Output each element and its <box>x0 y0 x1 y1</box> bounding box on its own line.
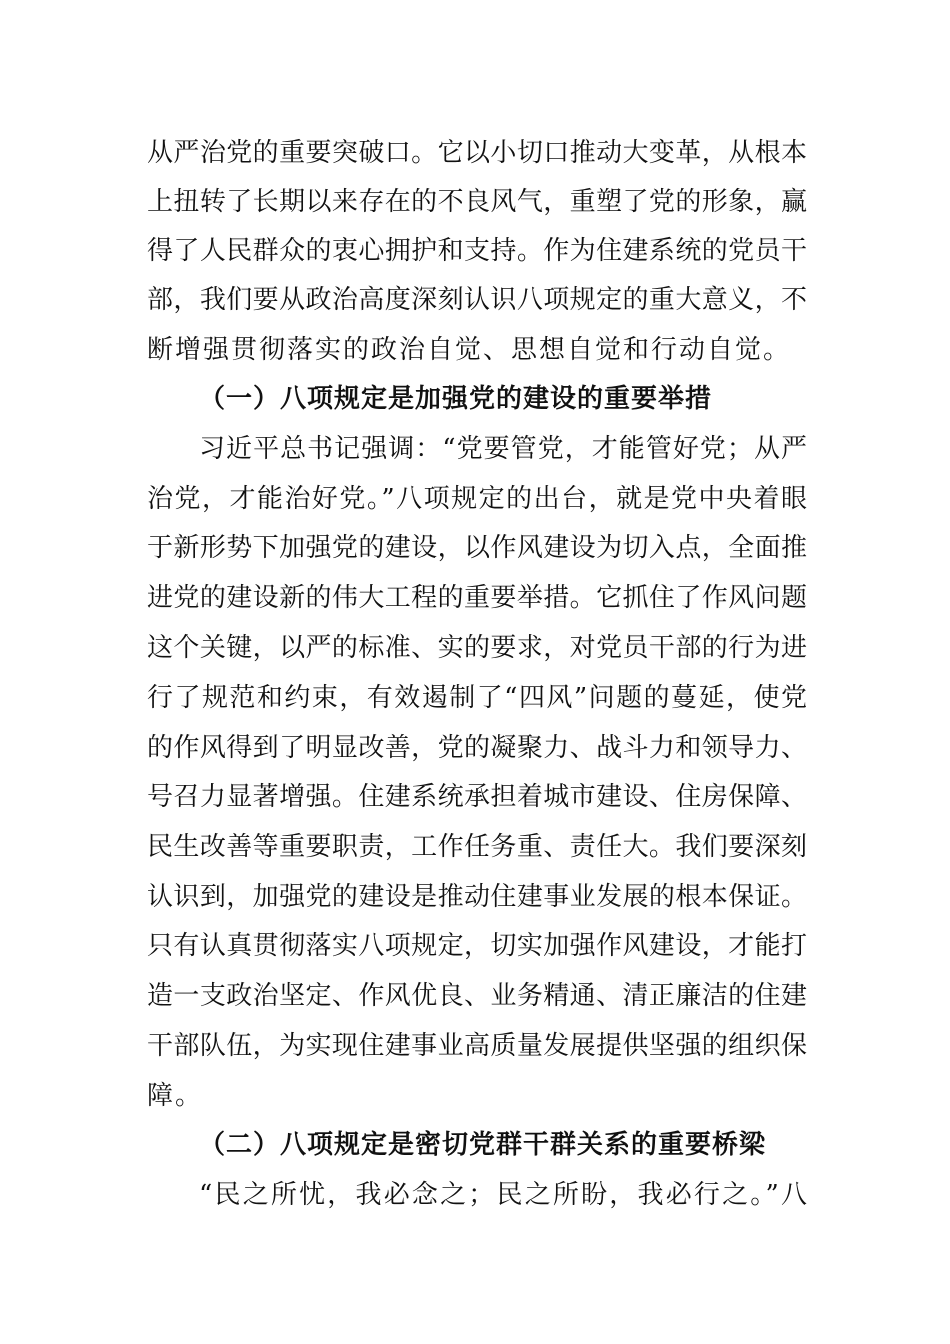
text-line: 部，我们要从政治高度深刻认识八项规定的重大意义，不 <box>147 285 807 315</box>
text-line: 这个关键，以严的标准、实的要求，对党员干部的行为进 <box>147 633 807 663</box>
text-line: 从严治党的重要突破口。它以小切口推动大变革，从根本 <box>147 138 807 168</box>
text-line: “民之所忧，我必念之；民之所盼，我必行之。”八 <box>199 1180 807 1210</box>
text-line: 认识到，加强党的建设是推动住建事业发展的根本保证。 <box>147 882 807 912</box>
text-line: 治党，才能治好党。”八项规定的出台，就是党中央着眼 <box>147 484 807 514</box>
text-line: 上扭转了长期以来存在的不良风气，重塑了党的形象，赢 <box>147 187 807 217</box>
text-line: 号召力显著增强。住建系统承担着城市建设、住房保障、 <box>147 782 807 812</box>
text-line: 造一支政治坚定、作风优良、业务精通、清正廉洁的住建 <box>147 981 807 1011</box>
text-line: 只有认真贯彻落实八项规定，切实加强作风建设，才能打 <box>147 931 807 961</box>
text-line: 进党的建设新的伟大工程的重要举措。它抓住了作风问题 <box>147 583 807 613</box>
text-line: 断增强贯彻落实的政治自觉、思想自觉和行动自觉。 <box>147 335 792 365</box>
section-heading-1: （一）八项规定是加强党的建设的重要举措 <box>199 384 713 414</box>
text-line: 行了规范和约束，有效遏制了“四风”问题的蔓延，使党 <box>147 683 807 713</box>
text-line: 的作风得到了明显改善，党的凝聚力、战斗力和领导力、 <box>147 733 807 763</box>
text-line: 习近平总书记强调：“党要管党，才能管好党；从严 <box>199 434 807 464</box>
text-line: 得了人民群众的衷心拥护和支持。作为住建系统的党员干 <box>147 236 807 266</box>
section-heading-2: （二）八项规定是密切党群干群关系的重要桥梁 <box>199 1130 767 1160</box>
text-line: 民生改善等重要职责，工作任务重、责任大。我们要深刻 <box>147 832 807 862</box>
text-line: 于新形势下加强党的建设，以作风建设为切入点，全面推 <box>147 533 807 563</box>
text-line: 障。 <box>147 1081 204 1111</box>
text-line: 干部队伍，为实现住建事业高质量发展提供坚强的组织保 <box>147 1031 807 1061</box>
